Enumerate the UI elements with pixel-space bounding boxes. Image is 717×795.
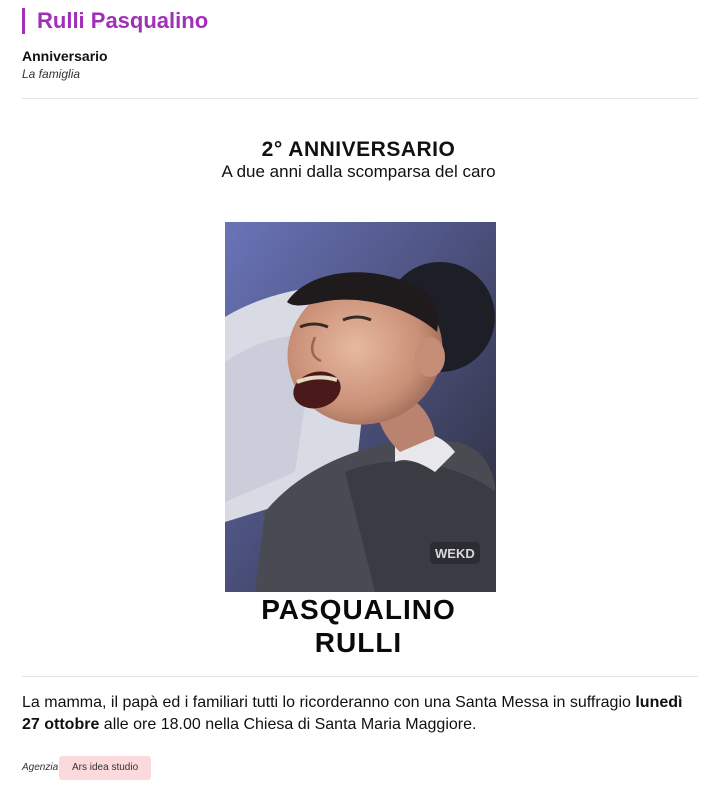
- divider-top: [22, 98, 698, 99]
- page-title: Rulli Pasqualino: [22, 8, 208, 34]
- announcement-subtitle: A due anni dalla scomparsa del caro: [221, 162, 496, 181]
- portrait-photo: [225, 222, 496, 592]
- divider-bottom: [22, 676, 698, 677]
- deceased-first-name: PASQUALINO: [261, 594, 456, 625]
- message-text-start: La mamma, il papà ed i familiari tutti lo ricorderanno con una Santa Messa in suffragio: [22, 694, 636, 711]
- message-date: lunedì 27 ottobre: [22, 694, 683, 733]
- agency-label: Agenzia: [22, 762, 59, 773]
- notice-from: La famiglia: [22, 67, 81, 81]
- svg-text:WEKD: WEKD: [435, 546, 475, 561]
- memorial-message: [22, 692, 702, 736]
- notice-type: Anniversario: [22, 48, 108, 64]
- message-text-end: alle ore 18.00 nella Chiesa di Santa Maria Maggiore.: [99, 716, 477, 733]
- announcement-title: 2° ANNIVERSARIO: [261, 138, 456, 161]
- deceased-last-name: RULLI: [314, 627, 403, 658]
- agency-link[interactable]: Ars idea studio: [59, 756, 151, 780]
